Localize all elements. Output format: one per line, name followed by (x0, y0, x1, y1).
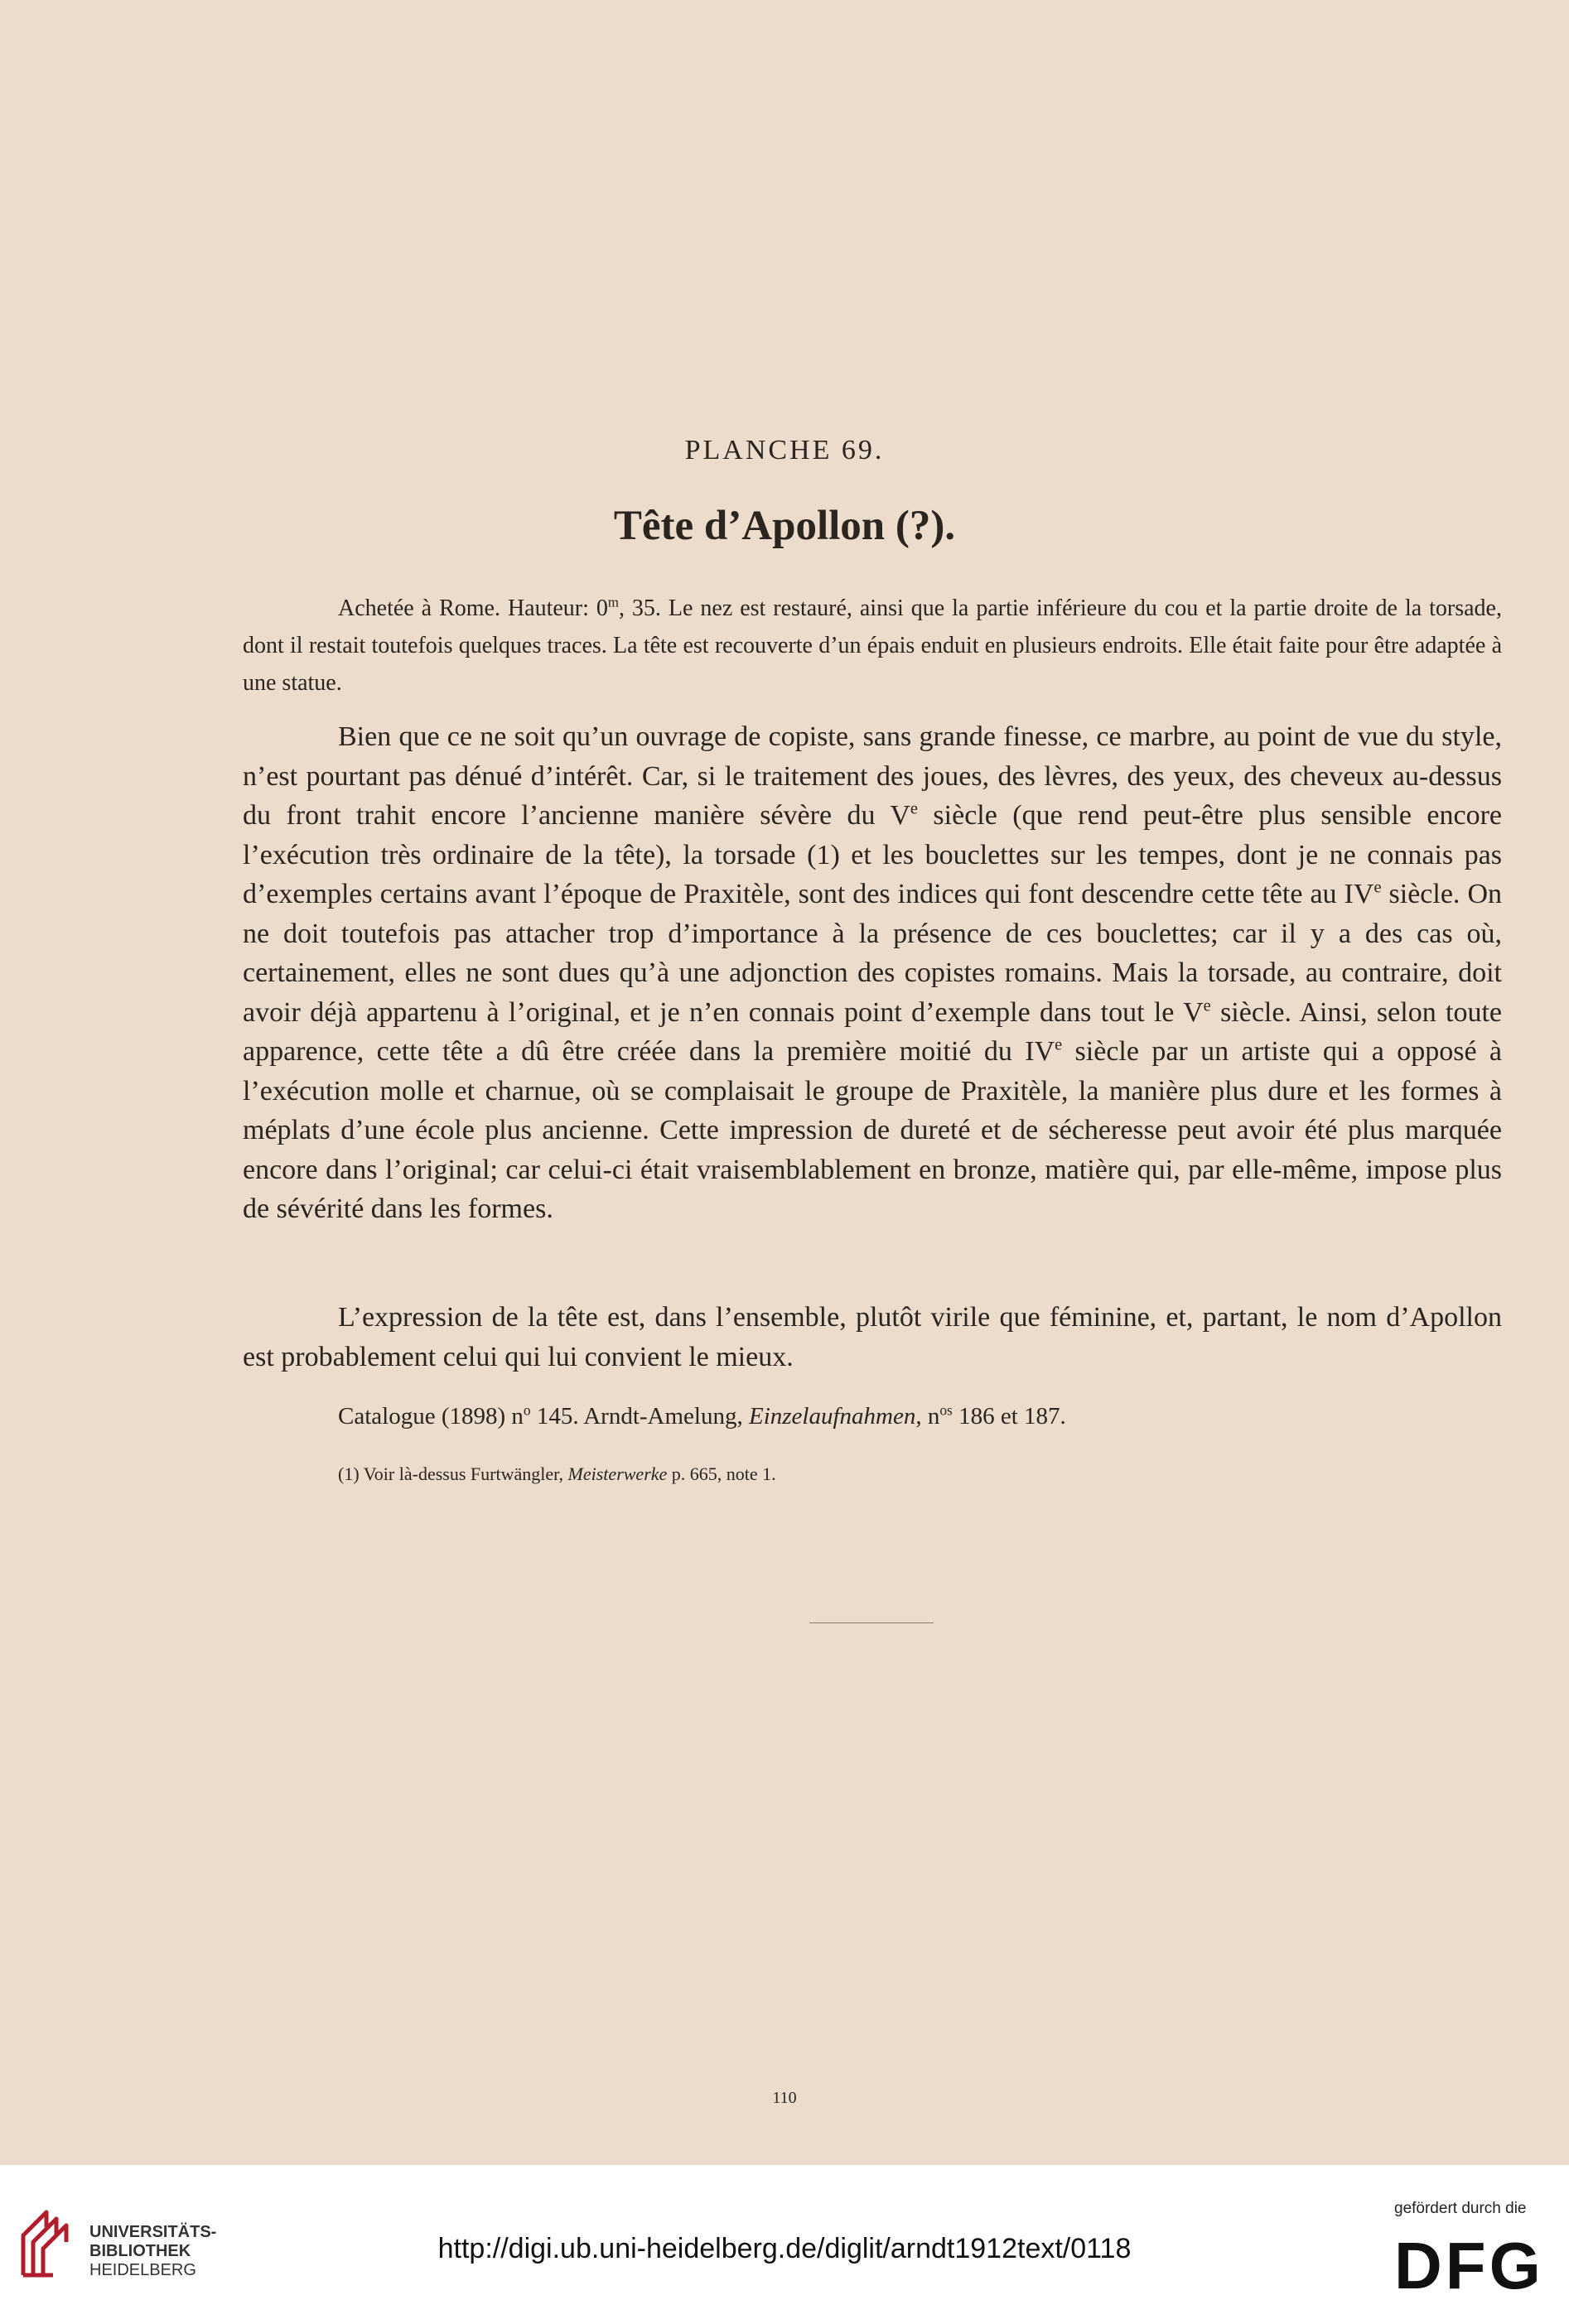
library-name-line: BIBLIOTHEK (89, 2242, 191, 2260)
intro-paragraph: Achetée à Rome. Hauteur: 0$^m$, 35. Le nez est restauré, ainsi que la partie inférieure du cou et la partie droite de la torsade, dont il restait toutefois quelques traces. La tête est recouverte d’un épais enduit en plusieurs endroits. Elle était faite pour être adaptée à une statue. (243, 594, 1502, 696)
separator-rule (809, 1622, 934, 1623)
page-number: 110 (772, 2089, 797, 2107)
library-name-line: HEIDELBERG (89, 2261, 196, 2279)
library-name-line: UNIVERSITÄTS- (89, 2223, 217, 2241)
body-paragraph: L’expression de la tête est, dans l’ensemble, plutôt virile que féminine, et, partant, le nom d’Apollon est probablement celui qui lui convient le mieux. (243, 1302, 1502, 1372)
viewer-footer (0, 2165, 1569, 2324)
footnote: (1) Voir là-dessus Furtwängler, Meisterwerke p. 665, note 1. (338, 1463, 776, 1484)
source-url-link[interactable]: http://digi.ub.uni-heidelberg.de/diglit/arndt1912text/0118 (437, 2233, 1132, 2264)
plate-heading: PLANCHE 69. (684, 435, 885, 465)
catalogue-reference: Catalogue (1898) $n^o$ 145. Arndt-Amelung, Einzelaufnahmen, $n^{os}$ 186 et 187. (338, 1401, 1066, 1430)
page-title: Tête d’Apollon (?). (613, 503, 956, 549)
dfg-logo-icon[interactable]: DFG (1394, 2229, 1544, 2302)
funded-by-label: gefördert durch die (1394, 2200, 1527, 2217)
body-paragraph: Bien que ce ne soit qu’un ouvrage de copiste, sans grande finesse, ce marbre, au point de vue du style, n’est pourtant pas dénué d’intérêt. Car, si le traitement des joues, des lèvres, des yeux, des cheveux au-dessus du front trahit encore l’ancienne manière sévère du Ve siècle (que rend peut-être plus sensible encore l’exécution très ordinaire de la tête), la torsade (1) et les bouclettes sur les tempes, dont je ne connais pas d’exemples certains avant l’époque de Praxitèle, sont des indices qui font descendre cette tête au IVe siècle. On ne doit toutefois pas attacher trop d’importance à la présence de ces bouclettes; car il y a des cas où, certainement, elles ne sont dues qu’à une adjonction des copistes romains. Mais la torsade, au contraire, doit avoir déjà appartenu à l’original, et je n’en connais point d’exemple dans tout le Ve siècle. Ainsi, selon toute apparence, cette tête a dû être créée dans la première moitié du IVe siècle par un artiste qui a opposé à l’exécution molle et charnue, où se complaisait le groupe de Praxitèle, la manière plus dure et les formes à méplats d’une école plus ancienne. Cette impression de dureté et de sécheresse peut avoir été plus marquée encore dans l’original; car celui-ci était vraisemblablement en bronze, matière qui, par elle-même, impose plus de sévérité dans les formes. (243, 721, 1503, 1224)
